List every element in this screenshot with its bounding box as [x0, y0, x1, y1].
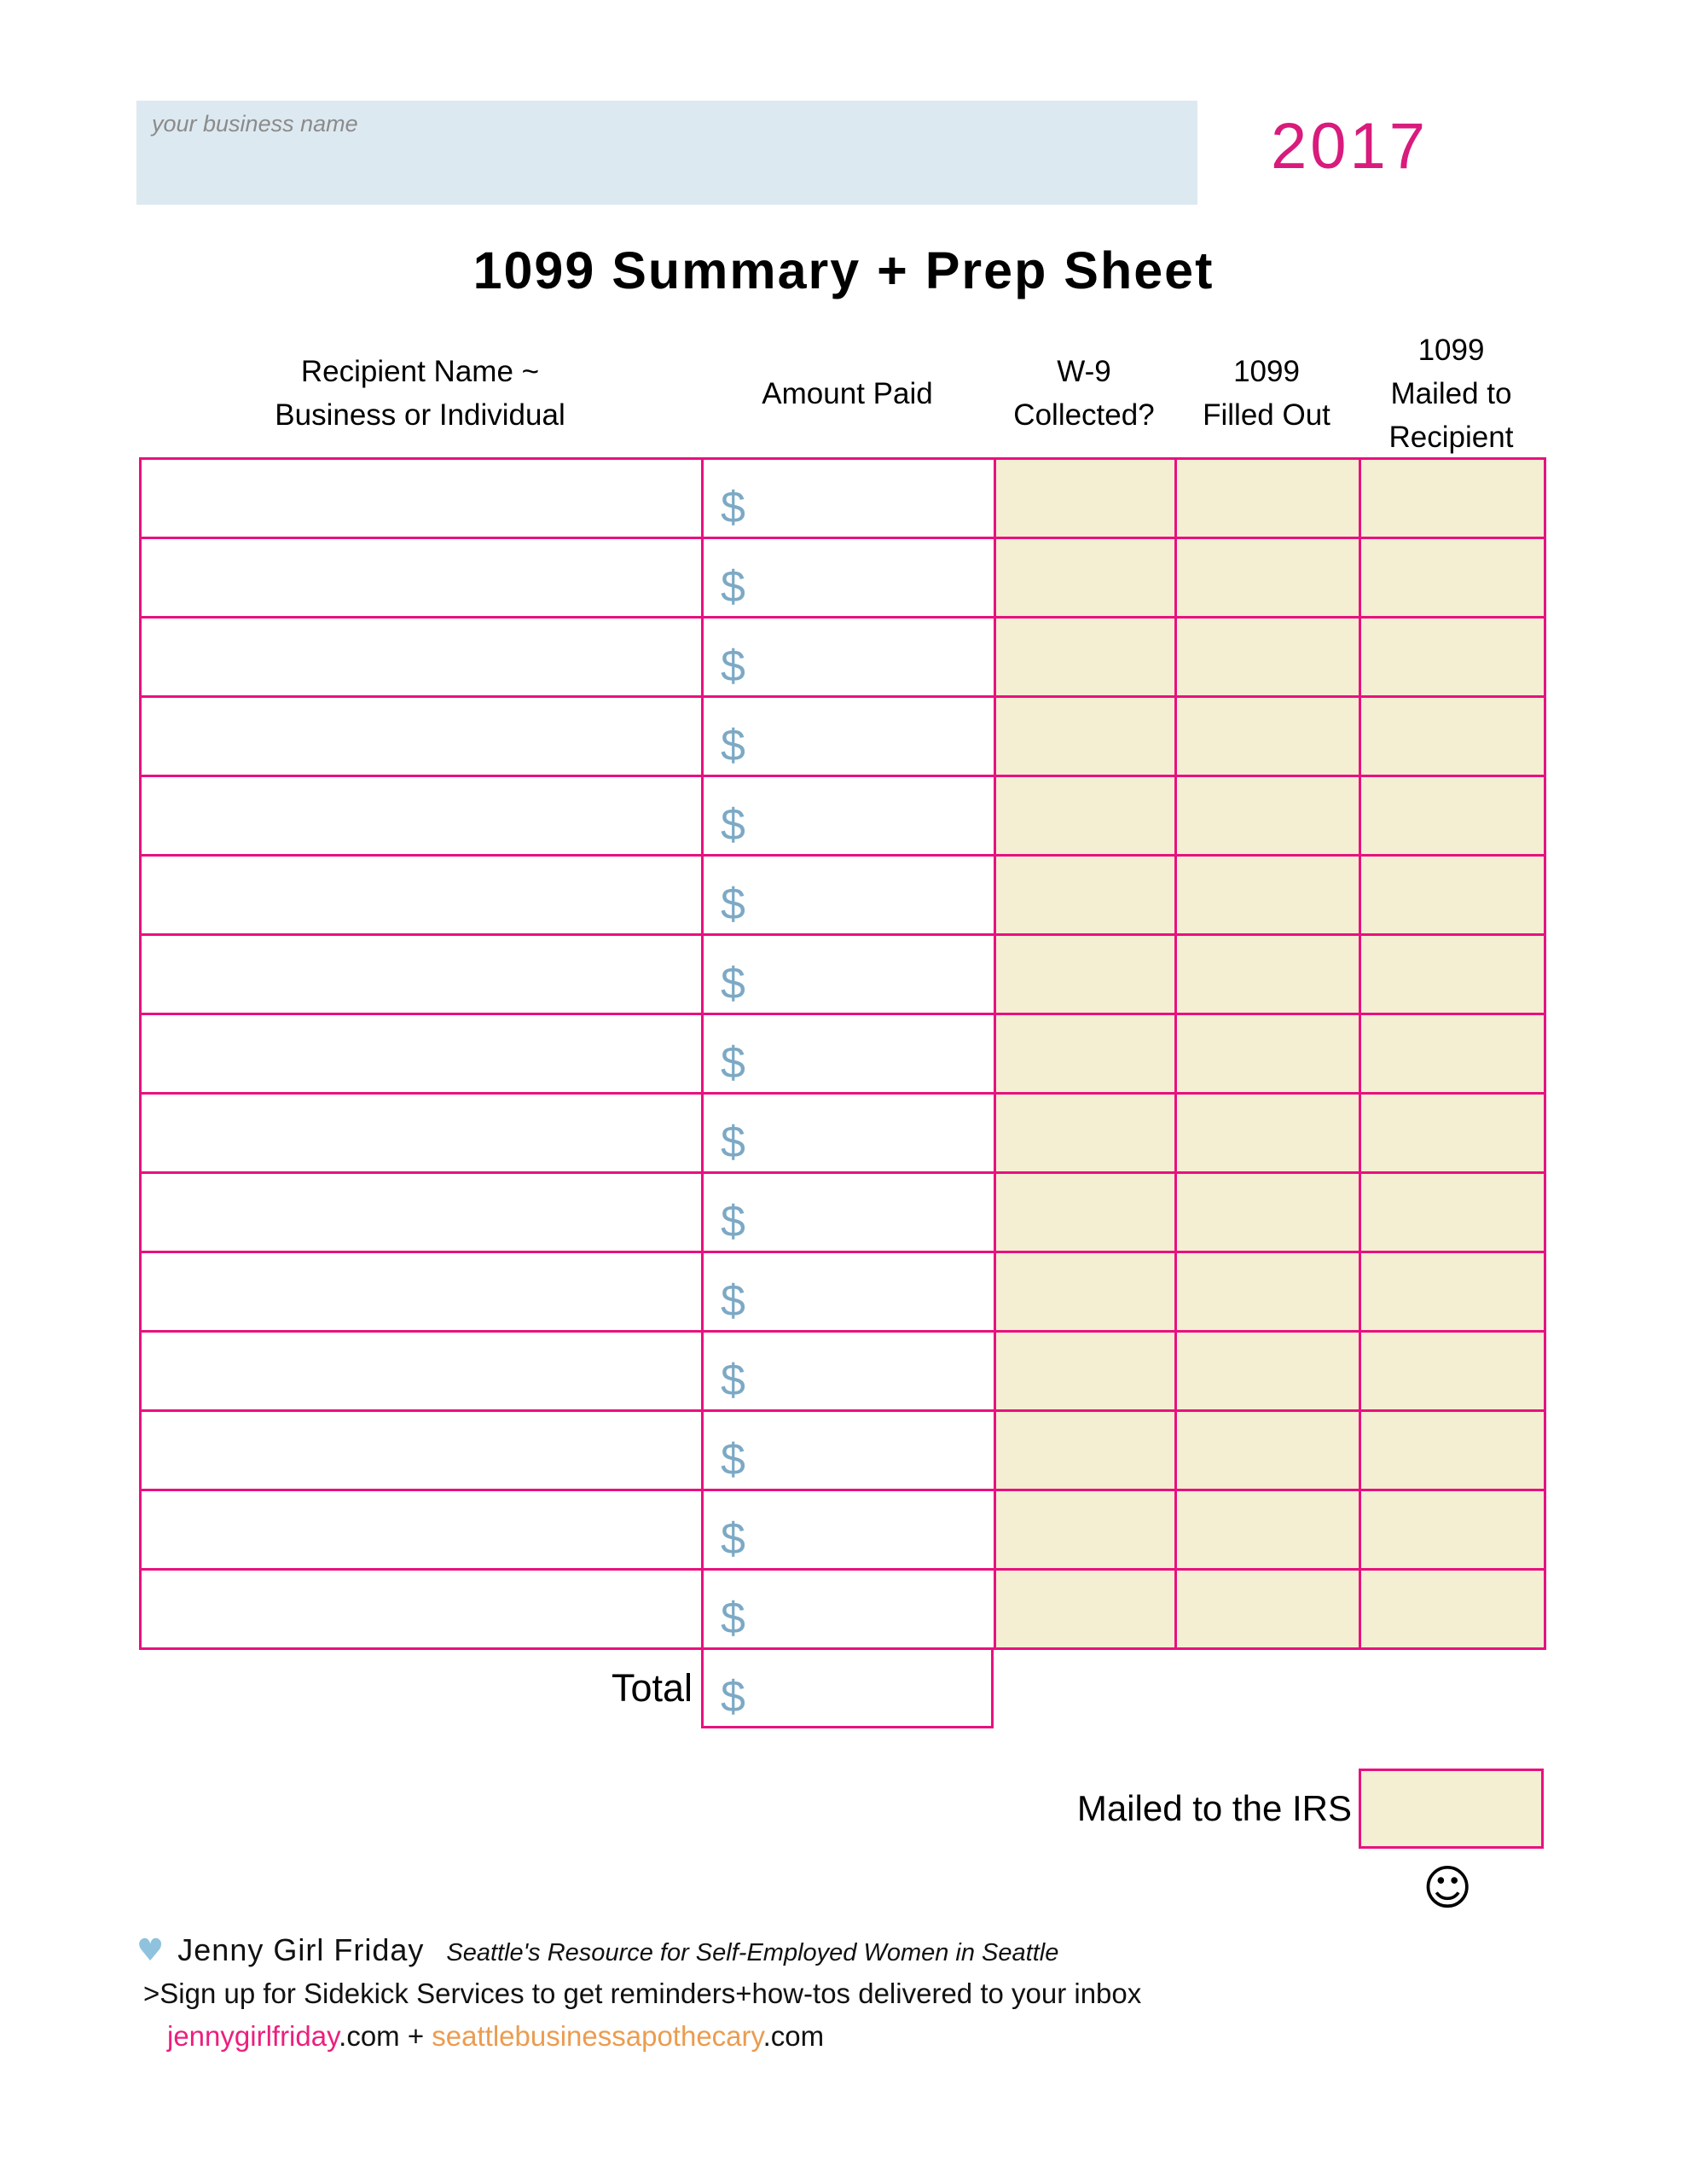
recipient-name-cell[interactable] — [141, 1252, 703, 1332]
dollar-sign: $ — [721, 1514, 745, 1564]
recipient-name-cell[interactable] — [141, 1094, 703, 1173]
amount-paid-cell[interactable] — [703, 697, 995, 776]
recipient-name-cell[interactable] — [141, 1014, 703, 1094]
heart-icon: ♥ — [136, 1933, 165, 1968]
table-row — [141, 1014, 1545, 1094]
1099-mailed-cell[interactable] — [1360, 935, 1545, 1014]
w9-collected-cell[interactable] — [995, 1252, 1176, 1332]
1099-filled-out-cell[interactable] — [1176, 935, 1360, 1014]
1099-mailed-cell[interactable] — [1360, 1173, 1545, 1252]
dollar-sign: $ — [721, 483, 745, 532]
1099-mailed-cell[interactable] — [1360, 776, 1545, 856]
1099-mailed-cell[interactable] — [1360, 459, 1545, 538]
1099-filled-out-cell[interactable] — [1176, 1252, 1360, 1332]
w9-collected-cell[interactable] — [995, 1490, 1176, 1570]
w9-collected-cell[interactable] — [995, 1570, 1176, 1649]
recipient-name-cell[interactable] — [141, 1411, 703, 1490]
1099-filled-out-cell[interactable] — [1176, 1173, 1360, 1252]
dollar-sign: $ — [721, 1435, 745, 1484]
amount-paid-cell[interactable] — [703, 935, 995, 1014]
recipient-name-cell[interactable] — [141, 538, 703, 618]
dollar-sign: $ — [721, 1594, 745, 1643]
dollar-sign: $ — [721, 1197, 745, 1246]
jennygirlfriday-link[interactable]: jennygirlfriday — [167, 2020, 339, 2052]
mailed-to-irs-label: Mailed to the IRS — [1076, 1788, 1352, 1828]
recipient-name-cell[interactable] — [141, 459, 703, 538]
1099-mailed-cell[interactable] — [1360, 1332, 1545, 1411]
links-plus-separator: + — [399, 2020, 432, 2052]
dollar-sign: $ — [721, 1118, 745, 1167]
amount-paid-cell[interactable] — [703, 459, 995, 538]
table-row — [141, 1411, 1545, 1490]
1099-mailed-cell[interactable] — [1360, 1570, 1545, 1649]
column-headers — [139, 329, 1544, 457]
recipient-name-cell[interactable] — [141, 618, 703, 697]
business-name-field[interactable] — [136, 101, 1197, 205]
w9-collected-cell[interactable] — [995, 459, 1176, 538]
1099-filled-out-cell[interactable] — [1176, 1570, 1360, 1649]
1099-mailed-cell[interactable] — [1360, 697, 1545, 776]
footer-brand-line — [136, 1932, 1058, 1968]
1099-filled-out-cell[interactable] — [1176, 1490, 1360, 1570]
recipient-name-cell[interactable] — [141, 1570, 703, 1649]
amount-paid-cell[interactable] — [703, 1173, 995, 1252]
1099-mailed-cell[interactable] — [1360, 538, 1545, 618]
dollar-sign: $ — [721, 1356, 745, 1405]
dollar-sign: $ — [721, 562, 745, 612]
1099-filled-out-cell[interactable] — [1176, 1014, 1360, 1094]
recipient-name-cell[interactable] — [141, 856, 703, 935]
table-row — [141, 697, 1545, 776]
table-row — [141, 856, 1545, 935]
1099-filled-out-cell[interactable] — [1176, 1094, 1360, 1173]
total-amount-cell[interactable] — [701, 1647, 994, 1728]
summary-table — [139, 457, 1546, 1650]
dollar-sign: $ — [721, 1276, 745, 1326]
1099-mailed-cell[interactable] — [1360, 1490, 1545, 1570]
w9-collected-cell[interactable] — [995, 1332, 1176, 1411]
1099-filled-out-cell[interactable] — [1176, 1411, 1360, 1490]
w9-collected-cell[interactable] — [995, 1411, 1176, 1490]
w9-collected-cell[interactable] — [995, 1173, 1176, 1252]
1099-filled-out-cell[interactable] — [1176, 618, 1360, 697]
1099-filled-out-cell[interactable] — [1176, 856, 1360, 935]
link1-dot-com: .com — [339, 2020, 400, 2052]
amount-paid-cell[interactable] — [703, 1094, 995, 1173]
signup-note: >Sign up for Sidekick Services to get reminders+how-tos delivered to your inbox — [143, 1978, 1142, 2009]
total-label: Total — [611, 1665, 693, 1710]
amount-paid-cell[interactable] — [703, 1332, 995, 1411]
w9-collected-cell[interactable] — [995, 856, 1176, 935]
brand-tagline: Seattle's Resource for Self-Employed Women in Seattle — [446, 1939, 1059, 1966]
1099-filled-out-cell[interactable] — [1176, 459, 1360, 538]
table-row — [141, 1094, 1545, 1173]
dollar-sign: $ — [721, 721, 745, 770]
1099-mailed-cell[interactable] — [1360, 1411, 1545, 1490]
1099-mailed-cell[interactable] — [1360, 618, 1545, 697]
header-w9-collected: W-9 Collected? — [1013, 355, 1155, 432]
amount-paid-cell[interactable] — [703, 1252, 995, 1332]
amount-paid-cell[interactable] — [703, 856, 995, 935]
dollar-sign: $ — [721, 1672, 745, 1722]
amount-paid-cell[interactable] — [703, 1570, 995, 1649]
1099-filled-out-cell[interactable] — [1176, 1332, 1360, 1411]
dollar-sign: $ — [721, 1038, 745, 1088]
table-row — [141, 618, 1545, 697]
smiley-icon: ☺ — [1423, 1861, 1473, 1916]
dollar-sign: $ — [721, 800, 745, 850]
header-amount-paid: Amount Paid — [762, 376, 933, 410]
w9-collected-cell[interactable] — [995, 935, 1176, 1014]
1099-mailed-cell[interactable] — [1360, 1094, 1545, 1173]
dollar-sign: $ — [721, 880, 745, 929]
dollar-sign: $ — [721, 642, 745, 691]
business-name-placeholder: your business name — [152, 111, 358, 136]
header-recipient-name: Recipient Name ~ Business or Individual — [275, 355, 565, 432]
year-label: 2017 — [1271, 110, 1429, 183]
w9-collected-cell[interactable] — [995, 1014, 1176, 1094]
link2-dot-com: .com — [762, 2020, 825, 2052]
w9-collected-cell[interactable] — [995, 618, 1176, 697]
w9-collected-cell[interactable] — [995, 776, 1176, 856]
recipient-name-cell[interactable] — [141, 1490, 703, 1570]
page-title: 1099 Summary + Prep Sheet — [472, 241, 1215, 299]
1099-mailed-cell[interactable] — [1360, 1014, 1545, 1094]
w9-collected-cell[interactable] — [995, 697, 1176, 776]
amount-paid-cell[interactable] — [703, 1014, 995, 1094]
recipient-name-cell[interactable] — [141, 697, 703, 776]
amount-paid-cell[interactable] — [703, 618, 995, 697]
w9-collected-cell[interactable] — [995, 538, 1176, 618]
table-row — [141, 935, 1545, 1014]
header-1099-mailed: 1099 Mailed to Recipient — [1388, 333, 1514, 454]
table-row — [141, 1173, 1545, 1252]
table-row — [141, 1490, 1545, 1570]
summary-table-body — [141, 459, 1545, 1649]
table-row — [141, 1332, 1545, 1411]
dollar-sign: $ — [721, 959, 745, 1008]
1099-filled-out-cell[interactable] — [1176, 697, 1360, 776]
brand-name: Jenny Girl Friday — [177, 1932, 425, 1967]
mailed-to-irs-cell[interactable] — [1359, 1769, 1544, 1849]
amount-paid-cell[interactable] — [703, 776, 995, 856]
header-1099-filled-out: 1099 Filled Out — [1203, 355, 1330, 432]
recipient-name-cell[interactable] — [141, 935, 703, 1014]
table-row — [141, 1570, 1545, 1649]
amount-paid-cell[interactable] — [703, 538, 995, 618]
1099-mailed-cell[interactable] — [1360, 856, 1545, 935]
table-row — [141, 1252, 1545, 1332]
footer-links-line — [167, 2020, 824, 2053]
seattlebusinessapothecary-link[interactable]: seattlebusinessapothecary — [432, 2020, 763, 2052]
table-row — [141, 776, 1545, 856]
1099-filled-out-cell[interactable] — [1176, 776, 1360, 856]
amount-paid-cell[interactable] — [703, 1411, 995, 1490]
amount-paid-cell[interactable] — [703, 1490, 995, 1570]
recipient-name-cell[interactable] — [141, 1173, 703, 1252]
w9-collected-cell[interactable] — [995, 1094, 1176, 1173]
recipient-name-cell[interactable] — [141, 776, 703, 856]
recipient-name-cell[interactable] — [141, 1332, 703, 1411]
table-row — [141, 459, 1545, 538]
1099-mailed-cell[interactable] — [1360, 1252, 1545, 1332]
table-row — [141, 538, 1545, 618]
1099-filled-out-cell[interactable] — [1176, 538, 1360, 618]
